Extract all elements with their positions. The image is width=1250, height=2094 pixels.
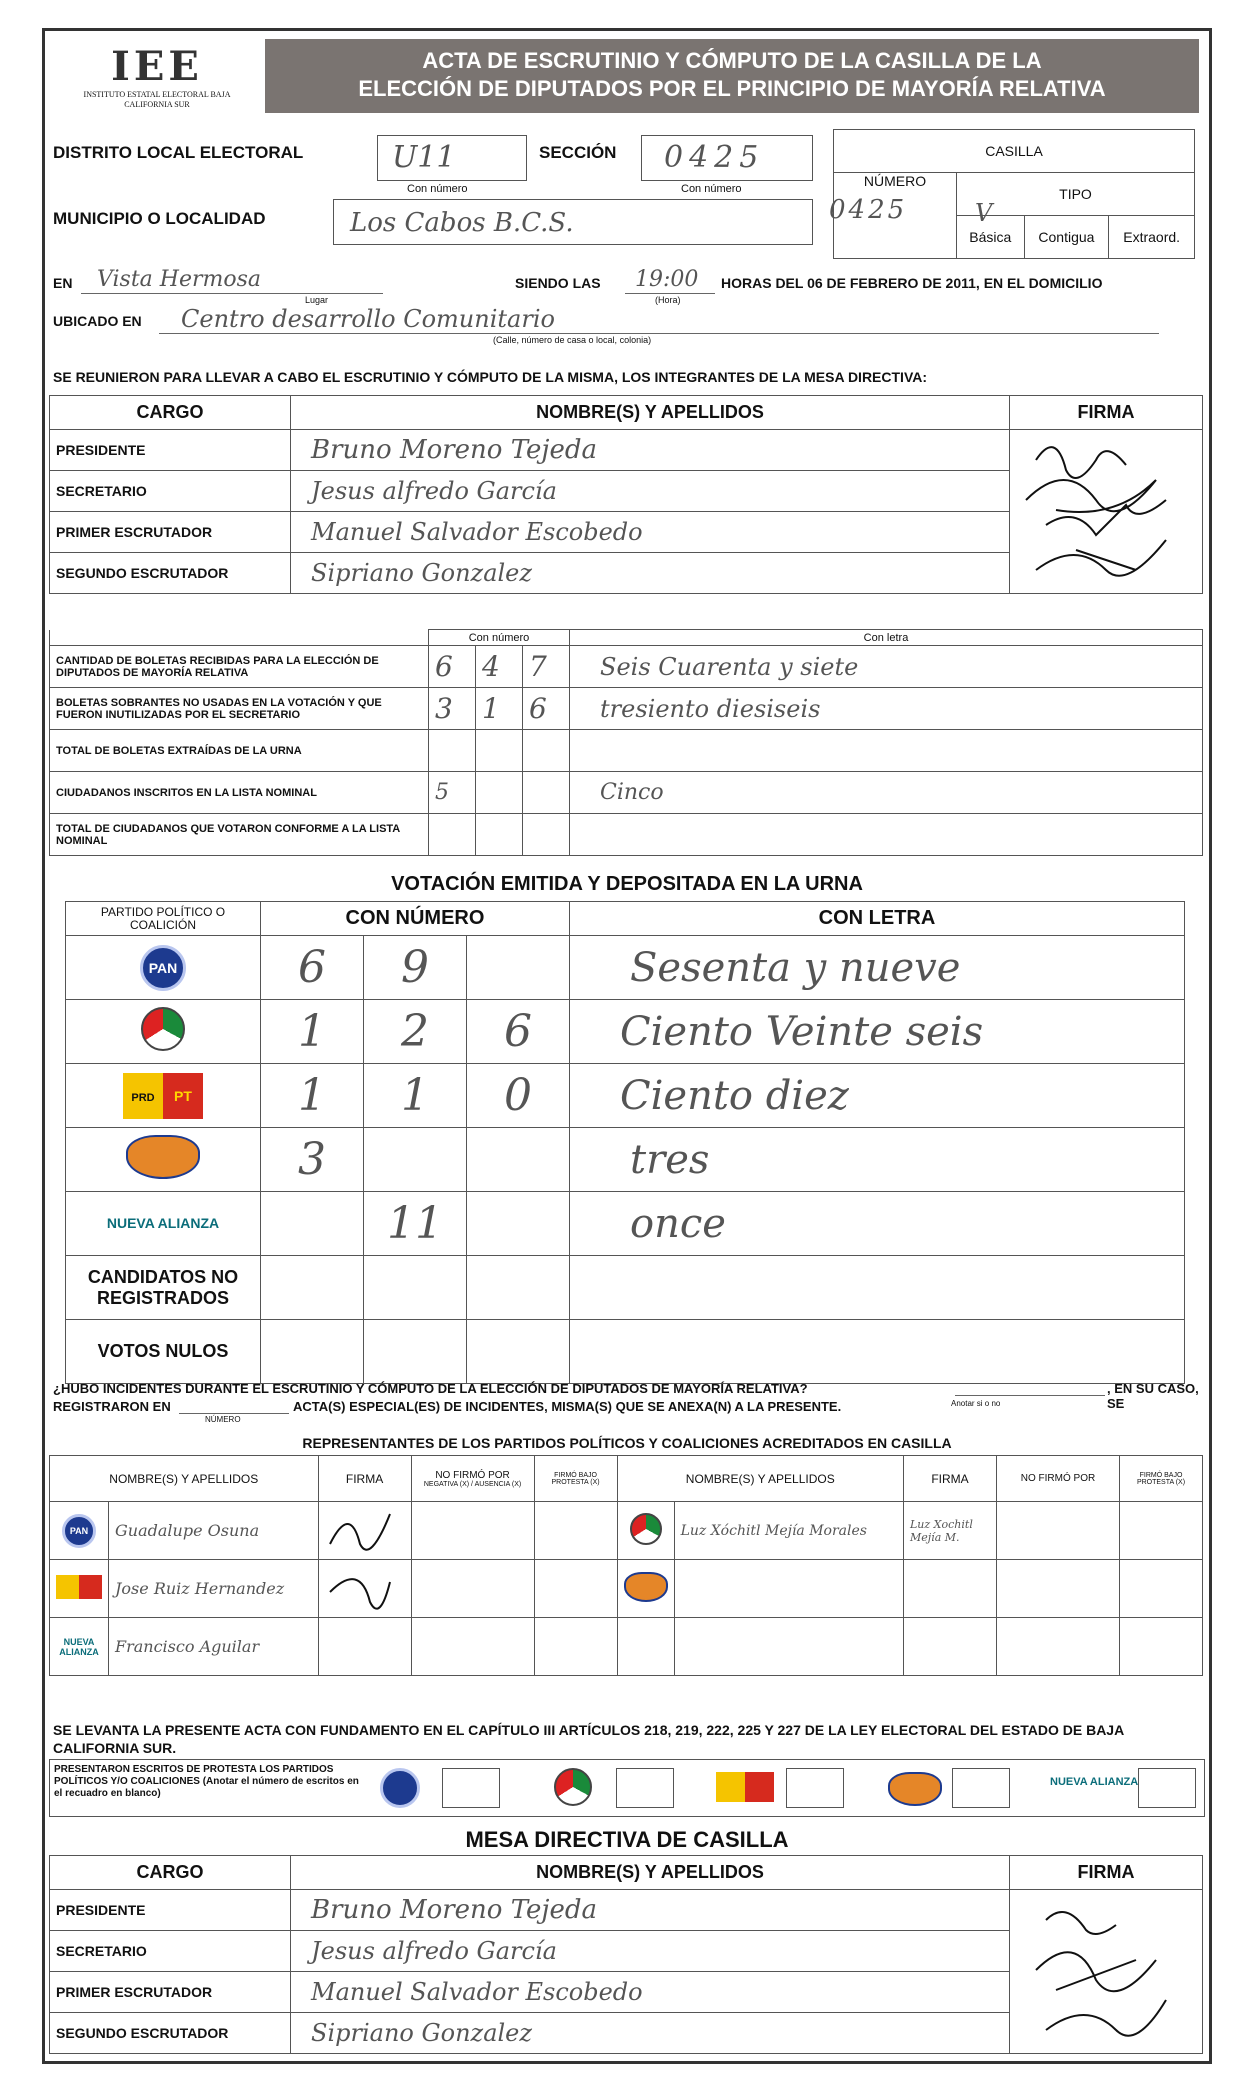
rep-protesta[interactable] xyxy=(1120,1618,1203,1676)
protesta-text: PRESENTARON ESCRITOS DE PROTESTA LOS PARTIDOS POLÍTICOS Y/O COALICIONES (Anotar el número de escritos en el recuadro en blanco) xyxy=(54,1764,359,1799)
digit[interactable] xyxy=(523,772,570,814)
rep-firma[interactable] xyxy=(318,1618,411,1676)
letra-value[interactable]: tres xyxy=(570,1128,1185,1192)
prd-label: PRD xyxy=(131,1091,155,1104)
signatures-image xyxy=(1016,430,1186,590)
pri-logo-icon xyxy=(630,1513,662,1545)
section-value: 0425 xyxy=(664,140,765,175)
meb-logo-icon xyxy=(624,1572,668,1602)
digit[interactable] xyxy=(467,936,570,1000)
digit[interactable] xyxy=(476,730,523,772)
rep-nombre[interactable]: Jose Ruiz Hernandez xyxy=(109,1560,319,1618)
partido-header: PARTIDO POLÍTICO O COALICIÓN xyxy=(66,902,261,936)
party-cell xyxy=(66,1128,261,1192)
digit[interactable] xyxy=(261,1192,364,1256)
rep-protesta[interactable] xyxy=(534,1618,617,1676)
rep-protesta[interactable] xyxy=(1120,1502,1203,1560)
cargo-header: CARGO xyxy=(50,1856,291,1890)
digit[interactable] xyxy=(476,814,523,856)
digit[interactable] xyxy=(429,730,476,772)
ausencia-label: AUSENCIA (X) xyxy=(474,1480,522,1488)
boletas-row xyxy=(50,688,1203,730)
ubicado-underline xyxy=(159,333,1159,334)
con-letra-title: CON LETRA xyxy=(570,902,1185,936)
letra-value[interactable]: Ciento Veinte seis xyxy=(570,1000,1185,1064)
negativa-ausencia-label: NEGATIVA (X) / AUSENCIA (X) xyxy=(423,1480,522,1488)
nombre-presidente[interactable]: Bruno Moreno Tejeda xyxy=(291,430,1010,471)
cargo-primer-escrutador: PRIMER ESCRUTADOR xyxy=(50,1972,291,2013)
section-sublabel: Con número xyxy=(681,183,742,195)
nombre-header: NOMBRE(S) Y APELLIDOS xyxy=(291,396,1010,430)
party-cell xyxy=(66,936,261,1000)
signature-icon xyxy=(325,1504,395,1554)
nombre-secretario[interactable]: Jesus alfredo García xyxy=(291,1931,1010,1972)
vote-row-nulos xyxy=(66,1320,1185,1384)
digit[interactable]: 0 xyxy=(467,1064,570,1128)
boletas-row xyxy=(50,814,1203,856)
rep-protesta[interactable] xyxy=(534,1560,617,1618)
casilla-basica-value: V xyxy=(975,199,993,227)
ubicado-sublabel: (Calle, número de casa o local, colonia) xyxy=(493,335,652,345)
digit[interactable]: 6 xyxy=(523,688,570,730)
cargo-presidente: PRESIDENTE xyxy=(50,1890,291,1931)
protesta-box-meb[interactable] xyxy=(952,1768,1010,1808)
votacion-title: VOTACIÓN EMITIDA Y DEPOSITADA EN LA URNA xyxy=(391,873,863,895)
digit[interactable]: 6 xyxy=(261,936,364,1000)
vote-row-no-registrados xyxy=(66,1256,1185,1320)
nombre-primer-escrutador[interactable]: Manuel Salvador Escobedo xyxy=(291,512,1010,553)
iee-logo xyxy=(77,43,237,110)
hora-value: 19:00 xyxy=(635,267,699,292)
casilla-numero-value: 0425 xyxy=(829,195,908,225)
negativa-label: NEGATIVA (X) xyxy=(423,1480,470,1488)
digit[interactable] xyxy=(467,1192,570,1256)
incidentes-blank[interactable] xyxy=(955,1395,1105,1396)
vote-row-pri xyxy=(66,1000,1185,1064)
incidentes-line-1a: ¿HUBO INCIDENTES DURANTE EL ESCRUTINIO Y CÓMPUTO DE LA ELECCIÓN DE DIPUTADOS DE MAYORÍA RELATIVA? xyxy=(53,1381,808,1396)
nombre-primer-escrutador[interactable]: Manuel Salvador Escobedo xyxy=(291,1972,1010,2013)
title-line-1: ACTA DE ESCRUTINIO Y CÓMPUTO DE LA CASILLA DE LA xyxy=(422,48,1042,73)
letra-value[interactable]: tresiento diesiseis xyxy=(570,688,1203,730)
digit[interactable] xyxy=(261,1256,364,1320)
title-line-2: ELECCIÓN DE DIPUTADOS POR EL PRINCIPIO DE MAYORÍA RELATIVA xyxy=(358,76,1106,101)
en-value: Vista Hermosa xyxy=(97,267,262,292)
rep-nombre-header-right: NOMBRE(S) Y APELLIDOS xyxy=(617,1456,903,1502)
ubicado-label: UBICADO EN xyxy=(53,313,142,329)
representantes-table xyxy=(49,1455,1203,1676)
boletas-row xyxy=(50,772,1203,814)
nombre-segundo-escrutador[interactable]: Sipriano Gonzalez xyxy=(291,2013,1010,2054)
digit[interactable] xyxy=(429,814,476,856)
boletas-row xyxy=(50,646,1203,688)
representantes-title: REPRESENTANTES DE LOS PARTIDOS POLÍTICOS Y COALICIONES ACREDITADOS EN CASILLA xyxy=(302,1435,952,1451)
rep-party xyxy=(50,1618,109,1676)
rep-firma[interactable] xyxy=(904,1560,997,1618)
district-label: DISTRITO LOCAL ELECTORAL xyxy=(53,143,304,162)
pan-logo-icon: PAN xyxy=(62,1514,96,1548)
rep-party xyxy=(50,1502,109,1560)
nombre-segundo-escrutador[interactable]: Sipriano Gonzalez xyxy=(291,553,1010,594)
incidentes-line-1b: , EN SU CASO, SE xyxy=(1107,1381,1199,1411)
letra-value[interactable]: once xyxy=(570,1192,1185,1256)
title-band xyxy=(265,39,1199,113)
rep-row xyxy=(50,1618,1203,1676)
rep-firma[interactable] xyxy=(904,1618,997,1676)
rep-party xyxy=(617,1502,674,1560)
pri-logo-icon xyxy=(141,1007,185,1051)
cargo-header: CARGO xyxy=(50,396,291,430)
municipio-box[interactable] xyxy=(333,199,813,245)
nofirmo-label: NO FIRMÓ POR xyxy=(435,1469,510,1481)
boletas-label: TOTAL DE CIUDADANOS QUE VOTARON CONFORME A LA LISTA NOMINAL xyxy=(50,814,429,856)
letra-value[interactable] xyxy=(570,1256,1185,1320)
nueva-alianza-logo-icon: NUEVA ALIANZA xyxy=(106,1214,220,1231)
nueva-alianza-logo-icon: NUEVA ALIANZA xyxy=(1050,1776,1139,1788)
con-numero-title: CON NÚMERO xyxy=(261,902,570,936)
vote-row-prd-pt xyxy=(66,1064,1185,1128)
district-box[interactable] xyxy=(377,135,527,181)
digit[interactable]: 1 xyxy=(476,688,523,730)
con-numero-header: Con número xyxy=(429,630,570,646)
nombre-secretario[interactable]: Jesus alfredo García xyxy=(291,471,1010,512)
hora-sublabel: (Hora) xyxy=(655,295,681,305)
firmas-cell[interactable] xyxy=(1010,430,1203,594)
votacion-table xyxy=(65,901,1185,1384)
no-registrados-label: CANDIDATOS NO REGISTRADOS xyxy=(66,1256,261,1320)
digit[interactable] xyxy=(467,1320,570,1384)
rep-nofirmo[interactable] xyxy=(411,1618,534,1676)
rep-firma-header-left: FIRMA xyxy=(318,1456,411,1502)
vote-row-meb xyxy=(66,1128,1185,1192)
meb-logo-icon xyxy=(126,1135,200,1179)
tipo-label: TIPO xyxy=(957,173,1195,216)
rep-protesta[interactable] xyxy=(1120,1560,1203,1618)
rep-nofirmo[interactable] xyxy=(997,1502,1120,1560)
fecha-text: HORAS DEL 06 DE FEBRERO DE 2011, EN EL DOMICILIO xyxy=(721,275,1103,291)
digit[interactable]: 7 xyxy=(523,646,570,688)
hora-underline xyxy=(625,293,715,294)
letra-value[interactable]: Sesenta y nueve xyxy=(570,936,1185,1000)
rep-nofirmo-left xyxy=(411,1456,534,1502)
numero-label: NÚMERO xyxy=(834,173,957,259)
letra-value[interactable]: Seis Cuarenta y siete xyxy=(570,646,1203,688)
rep-nombre[interactable]: Luz Xóchitl Mejía Morales xyxy=(674,1502,903,1560)
digit[interactable]: 11 xyxy=(364,1192,467,1256)
signature-icon xyxy=(325,1562,395,1612)
boletas-label: CIUDADANOS INSCRITOS EN LA LISTA NOMINAL xyxy=(50,772,429,814)
boletas-label: TOTAL DE BOLETAS EXTRAÍDAS DE LA URNA xyxy=(50,730,429,772)
rep-firma[interactable] xyxy=(318,1502,411,1560)
rep-nombre[interactable]: Francisco Aguilar xyxy=(109,1618,319,1676)
numero-blank[interactable] xyxy=(179,1413,289,1414)
digit[interactable] xyxy=(261,1320,364,1384)
rep-nofirmo-right: NO FIRMÓ POR xyxy=(997,1456,1120,1502)
cargo-presidente: PRESIDENTE xyxy=(50,430,291,471)
cargo-primer-escrutador: PRIMER ESCRUTADOR xyxy=(50,512,291,553)
digit[interactable]: 2 xyxy=(364,1000,467,1064)
rep-protesta[interactable] xyxy=(534,1502,617,1560)
en-label: EN xyxy=(53,275,73,291)
rep-protesta-left: FIRMÓ BAJO PROTESTA (X) xyxy=(534,1456,617,1502)
municipio-value: Los Cabos B.C.S. xyxy=(350,208,574,238)
firma-header: FIRMA xyxy=(1010,1856,1203,1890)
digit[interactable] xyxy=(364,1128,467,1192)
rep-firma-header-right: FIRMA xyxy=(904,1456,997,1502)
rep-row xyxy=(50,1560,1203,1618)
fundamento-text: SE LEVANTA LA PRESENTE ACTA CON FUNDAMENTO EN EL CAPÍTULO III ARTÍCULOS 218, 219, 222, 225 Y 227 DE LA LEY ELECTORAL DEL ESTADO DE BAJA CALIFORNIA SUR. xyxy=(53,1722,1124,1756)
protesta-box-pri[interactable] xyxy=(616,1768,674,1808)
digit[interactable]: 1 xyxy=(261,1064,364,1128)
firmas-cell[interactable] xyxy=(1010,1890,1203,2054)
letra-value[interactable]: Ciento diez xyxy=(570,1064,1185,1128)
protesta-box-na[interactable] xyxy=(1138,1768,1196,1808)
rep-party xyxy=(617,1618,674,1676)
siendo-label: SIENDO LAS xyxy=(515,275,601,291)
con-letra-header: Con letra xyxy=(570,630,1203,646)
rep-nofirmo[interactable] xyxy=(411,1560,534,1618)
prd-pt-logo-icon xyxy=(123,1073,203,1119)
digit[interactable]: 3 xyxy=(429,688,476,730)
section-label: SECCIÓN xyxy=(539,143,617,162)
vote-row-nueva-alianza xyxy=(66,1192,1185,1256)
pri-logo-icon xyxy=(554,1768,592,1806)
rep-firma[interactable]: Luz Xochitl Mejía M. xyxy=(904,1502,997,1560)
rep-protesta-right: FIRMÓ BAJO PROTESTA (X) xyxy=(1120,1456,1203,1502)
numero-sublabel: NÚMERO xyxy=(205,1415,241,1424)
reunieron-text: SE REUNIERON PARA LLEVAR A CABO EL ESCRUTINIO Y CÓMPUTO DE LA MISMA, LOS INTEGRANTES DE LA MESA DIRECTIVA: xyxy=(53,369,928,385)
cargo-secretario: SECRETARIO xyxy=(50,471,291,512)
meb-logo-icon xyxy=(888,1772,942,1806)
digit[interactable]: 4 xyxy=(476,646,523,688)
party-cell xyxy=(66,1064,261,1128)
votos-nulos-label: VOTOS NULOS xyxy=(66,1320,261,1384)
letra-value[interactable] xyxy=(570,814,1203,856)
nombre-presidente[interactable]: Bruno Moreno Tejeda xyxy=(291,1890,1010,1931)
ubicado-value: Centro desarrollo Comunitario xyxy=(181,305,555,333)
digit[interactable]: 1 xyxy=(261,1000,364,1064)
signatures-image xyxy=(1016,1890,1186,2050)
protesta-box-pan[interactable] xyxy=(442,1768,500,1808)
district-sublabel: Con número xyxy=(407,183,468,195)
rep-nofirmo[interactable] xyxy=(997,1560,1120,1618)
rep-nombre[interactable] xyxy=(674,1618,903,1676)
mesa2-title: MESA DIRECTIVA DE CASILLA xyxy=(465,1827,789,1852)
digit[interactable]: 3 xyxy=(261,1128,364,1192)
prd-pt-logo-icon xyxy=(56,1575,102,1599)
en-underline xyxy=(81,293,383,294)
casilla-title: CASILLA xyxy=(834,130,1195,173)
vote-row-pan xyxy=(66,936,1185,1000)
rep-nofirmo[interactable] xyxy=(411,1502,534,1560)
party-cell xyxy=(66,1192,261,1256)
letra-value[interactable]: Cinco xyxy=(570,772,1203,814)
digit[interactable]: 5 xyxy=(429,772,476,814)
digit[interactable] xyxy=(523,814,570,856)
digit[interactable] xyxy=(364,1320,467,1384)
contigua-label: Contigua xyxy=(1024,216,1109,259)
nombre-header: NOMBRE(S) Y APELLIDOS xyxy=(291,1856,1010,1890)
cargo-segundo-escrutador: SEGUNDO ESCRUTADOR xyxy=(50,553,291,594)
boletas-label: BOLETAS SOBRANTES NO USADAS EN LA VOTACIÓN Y QUE FUERON INUTILIZADAS POR EL SECRETARIO xyxy=(50,688,429,730)
rep-firma[interactable] xyxy=(318,1560,411,1618)
acta-form xyxy=(42,28,1212,2064)
casilla-table xyxy=(833,129,1195,259)
extraord-label: Extraord. xyxy=(1109,216,1195,259)
protesta-row xyxy=(49,1759,1205,1817)
digit[interactable] xyxy=(364,1256,467,1320)
digit[interactable]: 1 xyxy=(364,1064,467,1128)
party-cell xyxy=(66,1000,261,1064)
protesta-box-prd-pt[interactable] xyxy=(786,1768,844,1808)
letra-value[interactable] xyxy=(570,1320,1185,1384)
rep-nombre-header-left: NOMBRE(S) Y APELLIDOS xyxy=(50,1456,319,1502)
logo-text: IEE xyxy=(111,43,203,90)
boletas-label: CANTIDAD DE BOLETAS RECIBIDAS PARA LA ELECCIÓN DE DIPUTADOS DE MAYORÍA RELATIVA xyxy=(50,646,429,688)
digit[interactable] xyxy=(523,730,570,772)
rep-nombre[interactable] xyxy=(674,1560,903,1618)
rep-party xyxy=(50,1560,109,1618)
rep-nombre[interactable]: Guadalupe Osuna xyxy=(109,1502,319,1560)
rep-party xyxy=(617,1560,674,1618)
pt-label: PT xyxy=(174,1087,192,1104)
nueva-alianza-logo-icon: NUEVA ALIANZA xyxy=(59,1636,99,1657)
pan-logo-icon xyxy=(380,1768,420,1808)
district-value: U11 xyxy=(392,140,456,175)
digit[interactable] xyxy=(467,1256,570,1320)
en-sublabel: Lugar xyxy=(305,295,329,305)
digit[interactable] xyxy=(476,772,523,814)
incidentes-line-2a: REGISTRARON EN xyxy=(53,1399,171,1414)
cargo-secretario: SECRETARIO xyxy=(50,1931,291,1972)
pan-logo-icon: PAN xyxy=(140,945,186,991)
boletas-row xyxy=(50,730,1203,772)
basica-label: Básica xyxy=(957,216,1025,259)
digit[interactable]: 6 xyxy=(429,646,476,688)
cargo-segundo-escrutador: SEGUNDO ESCRUTADOR xyxy=(50,2013,291,2054)
section-box[interactable] xyxy=(641,135,813,181)
prd-pt-logo-icon xyxy=(716,1772,774,1802)
digit[interactable]: 6 xyxy=(467,1000,570,1064)
institute-name: INSTITUTO ESTATAL ELECTORAL BAJA CALIFORNIA SUR xyxy=(83,90,231,109)
firma-header: FIRMA xyxy=(1010,396,1203,430)
mesa-table-2 xyxy=(49,1855,1203,2054)
rep-nofirmo[interactable] xyxy=(997,1618,1120,1676)
digit[interactable] xyxy=(467,1128,570,1192)
boletas-table xyxy=(49,629,1203,856)
letra-value[interactable] xyxy=(570,730,1203,772)
municipio-label: MUNICIPIO O LOCALIDAD xyxy=(53,209,266,228)
anotar-sublabel: Anotar si o no xyxy=(951,1399,1001,1408)
rep-row xyxy=(50,1502,1203,1560)
mesa-table-1 xyxy=(49,395,1203,594)
digit[interactable]: 9 xyxy=(364,936,467,1000)
incidentes-line-2b: ACTA(S) ESPECIAL(ES) DE INCIDENTES, MISMA(S) QUE SE ANEXA(N) A LA PRESENTE. xyxy=(293,1399,842,1414)
